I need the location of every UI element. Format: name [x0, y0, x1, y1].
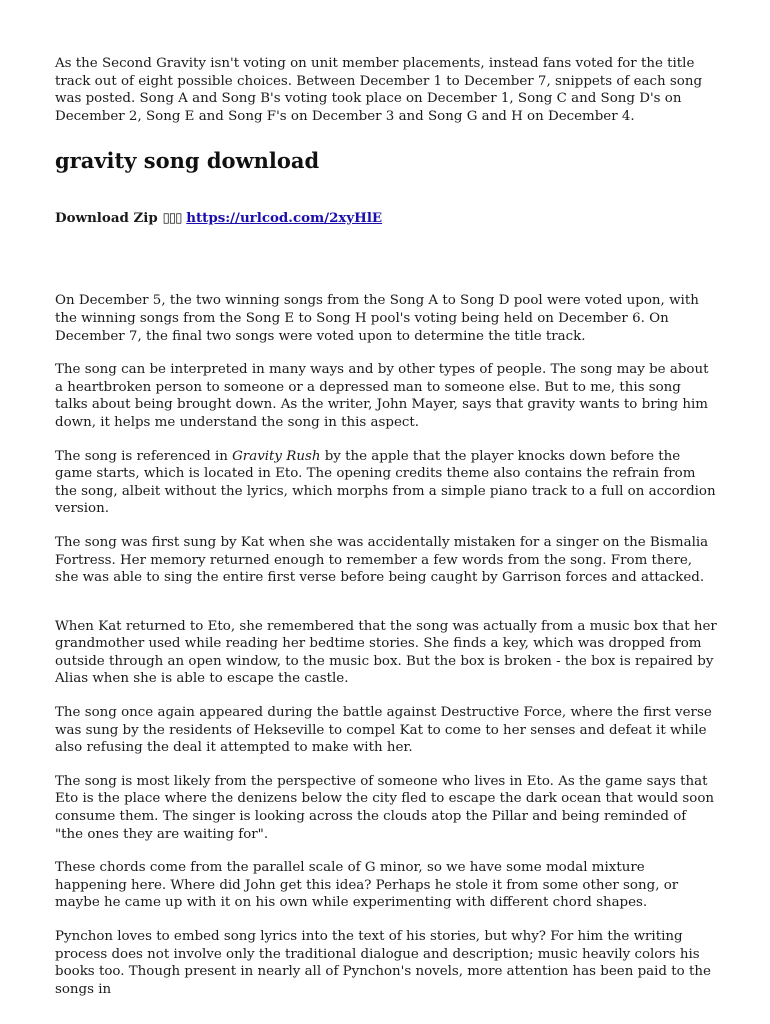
body-paragraph-8: These chords come from the parallel scale of G minor, so we have some modal mixture happening here. Where did John get this idea? Perhaps he stole it from some other song, or maybe he came up with it on his own while experimenting with different chord shapes.	[55, 860, 679, 911]
body-paragraph-6: The song once again appeared during the battle against Destructive Force, where the first verse was sung by the residents of Hekseville to compel Kat to come to her senses and defeat it while also refusing the deal it attempted to make with her.	[55, 705, 712, 756]
body-paragraph-7: The song is most likely from the perspective of someone who lives in Eto. As the game says that Eto is the place where the denizens below the city fled to escape the dark ocean that would soon consume them. The singer is looking across the clouds atop the Pillar and being reminded of "the ones they are waiting for".	[55, 773, 715, 842]
page-title: gravity song download	[55, 148, 320, 174]
download-line	[55, 209, 717, 228]
body-paragraph-4: The song was first sung by Kat when she was accidentally mistaken for a singer on the Bismalia Fortress. Her memory returned enough to remember a few words from the song. From there, she was able to sing the entire first verse before being caught by Garrison forces and attacked.	[55, 534, 709, 586]
p3-text-after: by the apple that the player knocks down before the game starts, which is located in Eto. The opening credits theme also contains the refrain from the song, albeit without the lyrics, which morphs from a simple piano track to a full on accordion version.	[55, 448, 716, 517]
document-page	[55, 55, 717, 998]
arrow-glyphs-icon: ▯▯▯	[162, 211, 182, 227]
body-paragraph-3	[55, 448, 717, 518]
body-paragraph-9: Pynchon loves to embed song lyrics into the text of his stories, but why? For him the writing process does not involve only the traditional dialogue and description; music heavily colors his books too. Though present in nearly all of Pynchon's novels, more attention has been paid to the songs in	[55, 929, 711, 997]
game-title-emphasis: Gravity Rush	[232, 448, 321, 464]
download-label: Download Zip	[55, 210, 158, 227]
intro-paragraph: As the Second Gravity isn't voting on unit member placements, instead fans voted for the title track out of eight possible choices. Between December 1 to December 7, snippets of each song was posted. Song A and Song B's voting took place on December 1, Song C and Song D's on December 2, Song E and Song F's on December 3 and Song G and H on December 4.	[55, 56, 703, 124]
p3-text-before: The song is referenced in	[55, 448, 233, 464]
body-paragraph-1: On December 5, the two winning songs from the Song A to Song D pool were voted upon, with the winning songs from the Song E to Song H pool's voting being held on December 6. On December 7, the final two songs were voted upon to determine the title track.	[55, 293, 699, 344]
download-link[interactable]: https://urlcod.com/2xyHlE	[186, 210, 383, 227]
body-paragraph-5: When Kat returned to Eto, she remembered that the song was actually from a music box that her grandmother used while reading her bedtime stories. She finds a key, which was dropped from outside through an open window, to the music box. But the box is broken - the box is repaired by Alias when she is able to escape the castle.	[55, 618, 717, 687]
body-paragraph-2: The song can be interpreted in many ways and by other types of people. The song may be about a heartbroken person to someone or a depressed man to someone else. But to me, this song talks about being brought down. As the writer, John Mayer, says that gravity wants to bring him down, it helps me understand the song in this aspect.	[55, 362, 709, 430]
